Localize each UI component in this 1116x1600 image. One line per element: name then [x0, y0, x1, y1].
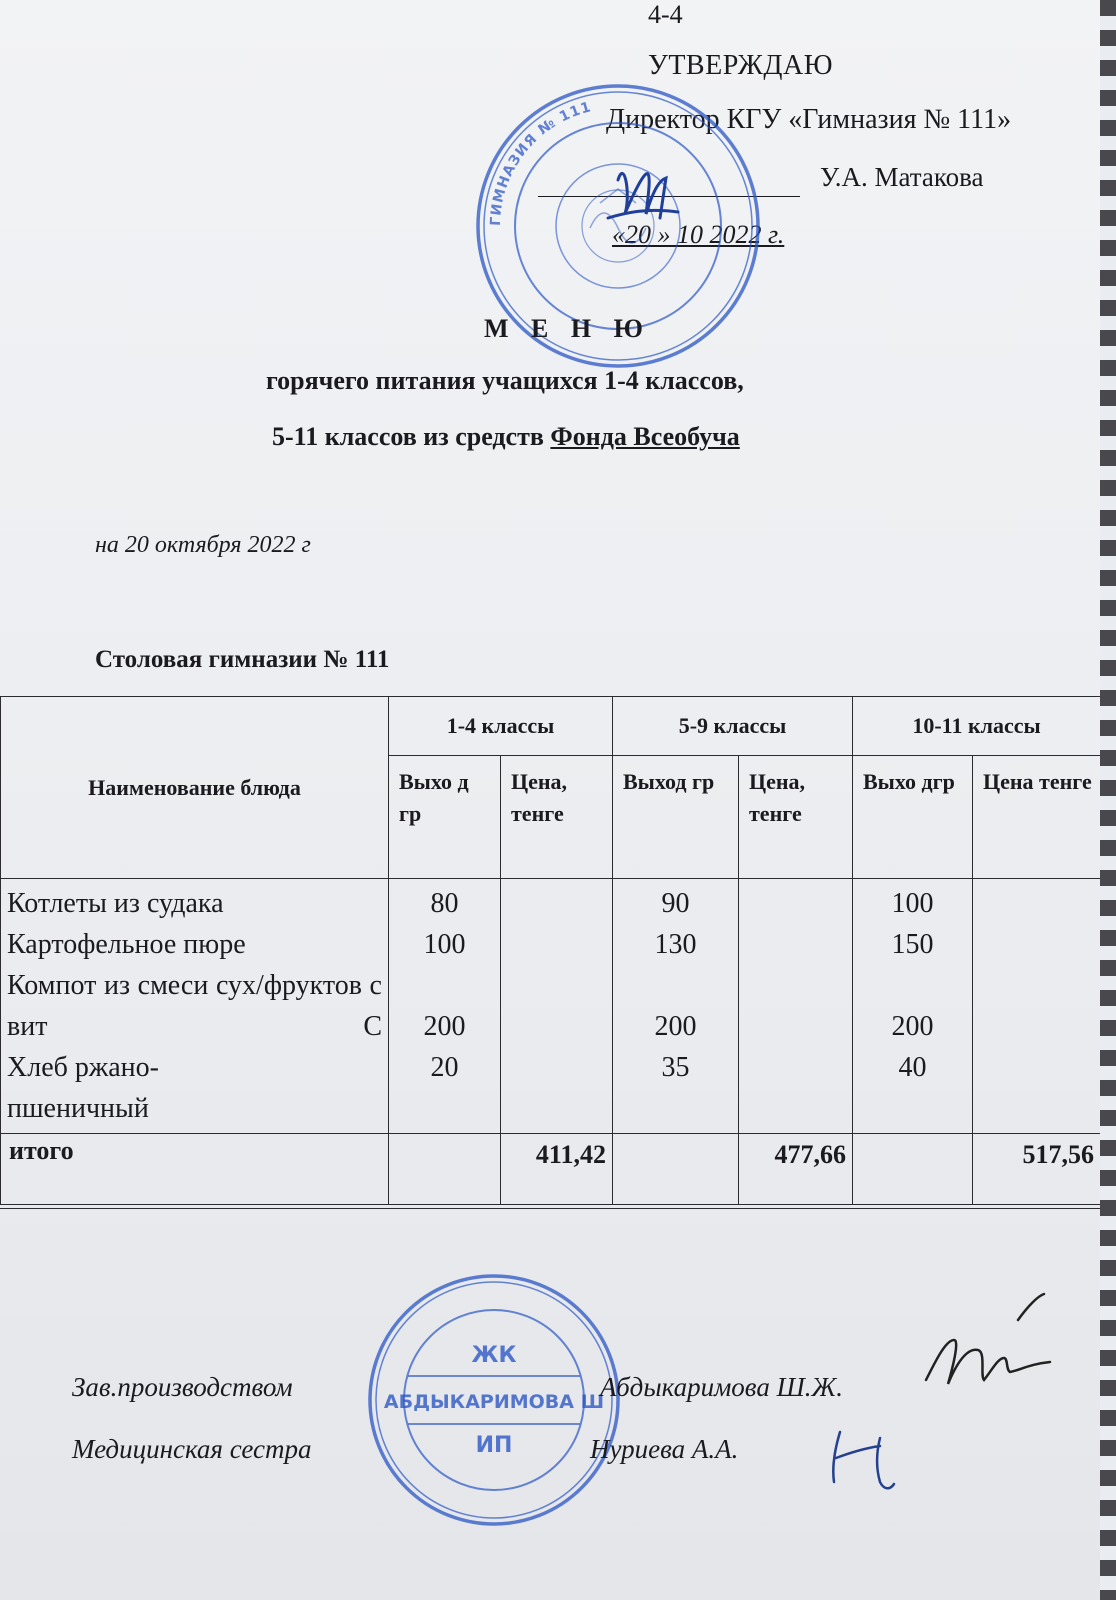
yield-value: 80: [430, 888, 459, 919]
subheader-yield-1-4: Выхо д гр: [389, 756, 501, 879]
yield-value: 130: [654, 929, 697, 960]
price-1-4-empty: [501, 879, 613, 1134]
stamp-line-2: АБДЫКАРИМОВА Ш: [383, 1391, 605, 1413]
total-empty: [613, 1134, 739, 1205]
dish-item: Компот из смеси сух/фруктов с вит С: [7, 970, 382, 1042]
yield-value: 20: [430, 1052, 459, 1083]
yield-value: 200: [891, 1011, 934, 1042]
canteen-name: Столовая гимназии № 111: [95, 646, 390, 673]
yield-value: 35: [661, 1052, 690, 1083]
dishes-row: [1, 879, 1101, 1134]
yield-value: 100: [423, 929, 466, 960]
menu-subtitle-1: горячего питания учащихся 1-4 классов,: [266, 366, 744, 395]
total-price-10-11: 517,56: [973, 1134, 1101, 1205]
table-header-row: [1, 697, 1101, 756]
subtitle-prefix: 5-11 классов из средств: [272, 422, 551, 451]
yield-value: 200: [423, 1011, 466, 1042]
spacer: [389, 965, 500, 1006]
approval-date: «20 » 10 2022 г.: [612, 220, 785, 249]
stamp-ring-text: ГИМНАЗИЯ № 111: [487, 99, 594, 227]
spacer: [853, 965, 972, 1006]
dish-list: [1, 879, 389, 1134]
total-price-1-4: 411,42: [501, 1134, 613, 1205]
dish-column-header: Наименование блюда: [1, 697, 389, 879]
spacer: [613, 965, 738, 1006]
page-edge-shadow: [1100, 0, 1116, 1600]
director-title: Директор КГУ «Гимназия № 111»: [606, 104, 1012, 135]
menu-date: на 20 октября 2022 г: [95, 532, 311, 558]
yield-value: 100: [891, 888, 934, 919]
role-production-head: Зав.производством: [72, 1372, 293, 1402]
price-10-11-empty: [973, 879, 1101, 1134]
group-header-1-4: 1-4 классы: [389, 697, 613, 756]
yield-value: 90: [661, 888, 690, 919]
total-empty: [853, 1134, 973, 1205]
subheader-yield-5-9: Выход гр: [613, 756, 739, 879]
group-header-10-11: 10-11 классы: [853, 697, 1101, 756]
name-production-head: Абдыкаримова Ш.Ж.: [600, 1372, 843, 1402]
stamp-line-3: ИП: [475, 1433, 513, 1458]
total-row: [1, 1134, 1101, 1205]
page-number: 4-4: [648, 0, 683, 29]
total-empty: [389, 1134, 501, 1205]
subheader-price-5-9: Цена, тенге: [739, 756, 853, 879]
yields-10-11: [853, 879, 973, 1134]
menu-subtitle-2: [272, 422, 740, 452]
production-head-signature: [918, 1290, 1068, 1400]
yield-value: 40: [898, 1052, 927, 1083]
yields-1-4: [389, 879, 501, 1134]
bottom-rule: [0, 1208, 1100, 1209]
svg-text:ГИМНАЗИЯ № 111: [488, 99, 593, 226]
role-nurse: Медицинская сестра: [72, 1434, 312, 1464]
menu-table: [0, 696, 1100, 1205]
subheader-yield-10-11: Выхо дгр: [853, 756, 973, 879]
dish-item: Котлеты из судака: [7, 888, 224, 919]
name-nurse: Нуриева А.А.: [590, 1434, 739, 1464]
fund-name: Фонда Всеобуча: [550, 422, 740, 451]
yields-5-9: [613, 879, 739, 1134]
approve-label: УТВЕРЖДАЮ: [648, 50, 833, 81]
entrepreneur-stamp: [362, 1268, 626, 1532]
director-name: У.А. Матакова: [820, 162, 984, 192]
total-label: итого: [1, 1134, 389, 1205]
price-5-9-empty: [739, 879, 853, 1134]
dish-item: Хлеб ржано-пшеничный: [7, 1052, 159, 1124]
subheader-price-10-11: Цена тенге: [973, 756, 1101, 879]
dish-item: Картофельное пюре: [7, 929, 246, 960]
nurse-signature: [820, 1418, 910, 1498]
stamp-line-1: ЖК: [471, 1343, 517, 1368]
director-signature: [600, 140, 690, 230]
yield-value: 200: [654, 1011, 697, 1042]
menu-title: М Е Н Ю: [484, 314, 651, 343]
total-price-5-9: 477,66: [739, 1134, 853, 1205]
subheader-price-1-4: Цена, тенге: [501, 756, 613, 879]
yield-value: 150: [891, 929, 934, 960]
group-header-5-9: 5-9 классы: [613, 697, 853, 756]
